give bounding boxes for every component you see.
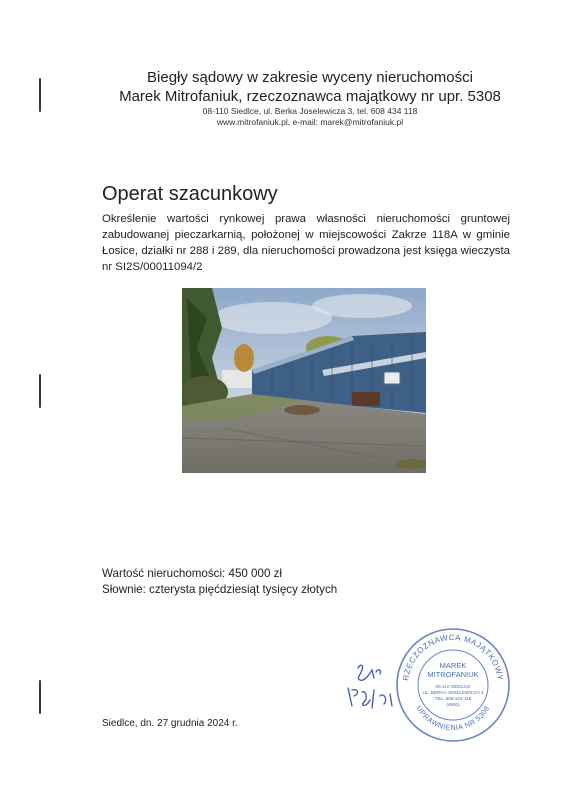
letterhead-name: Marek Mitrofaniuk, rzeczoznawca majątkowy nr upr. 5308 — [119, 88, 501, 105]
valuation-in-words: Słownie: czterysta pięćdziesiąt tysięcy złotych — [102, 583, 338, 596]
letterhead-title: Biegły sądowy w zakresie wyceny nieruchomości — [147, 69, 473, 86]
stamp-address-1: 08-110 SIEDLCE — [435, 684, 471, 689]
place-and-date: Siedlce, dn. 27 grudnia 2024 r. — [102, 718, 238, 729]
stamp-ring-bottom: UPRAWNIENIA NR 5308 — [414, 704, 492, 733]
stamp-address-2: UL. BERKA JOSELEWICZA 3 — [422, 690, 484, 695]
binding-hole-mark — [39, 374, 41, 408]
property-photo — [182, 288, 426, 473]
letterhead-contact: www.mitrofaniuk.pl, e-mail: marek@mitrofaniuk.pl — [216, 117, 404, 127]
letterhead-address: 08-110 Siedlce, ul. Berka Joselewicza 3, tel. 608 434 118 — [202, 106, 418, 116]
valuation-amount: Wartość nieruchomości: 450 000 zł — [102, 567, 282, 580]
stamp-name-last: MITROFANIUK — [427, 670, 479, 679]
valuation-summary — [102, 566, 337, 598]
surveyor-stamp — [394, 626, 512, 744]
binding-hole-mark — [39, 680, 41, 714]
document-description: Określenie wartości rynkowej prawa własności nieruchomości gruntowej zabudowanej pieczarkarnią, położonej w miejscowości Zakrze 118A w gminie Łosice, działki nr 288 i 289, dla nieruchomości prowadzona jest księga wieczysta nr SI2S/00011094/2 — [102, 213, 510, 273]
stamp-address-4: (4800) — [446, 702, 460, 707]
document-title: Operat szacunkowy — [102, 183, 278, 205]
binding-hole-mark — [39, 78, 41, 112]
stamp-address-3: TEL. 608-434-118 — [434, 696, 472, 701]
stamp-name-first: MAREK — [439, 661, 467, 670]
stamp-ring-top: RZECZOZNAWCA MAJĄTKOWY — [401, 632, 505, 682]
letterhead — [90, 68, 530, 128]
